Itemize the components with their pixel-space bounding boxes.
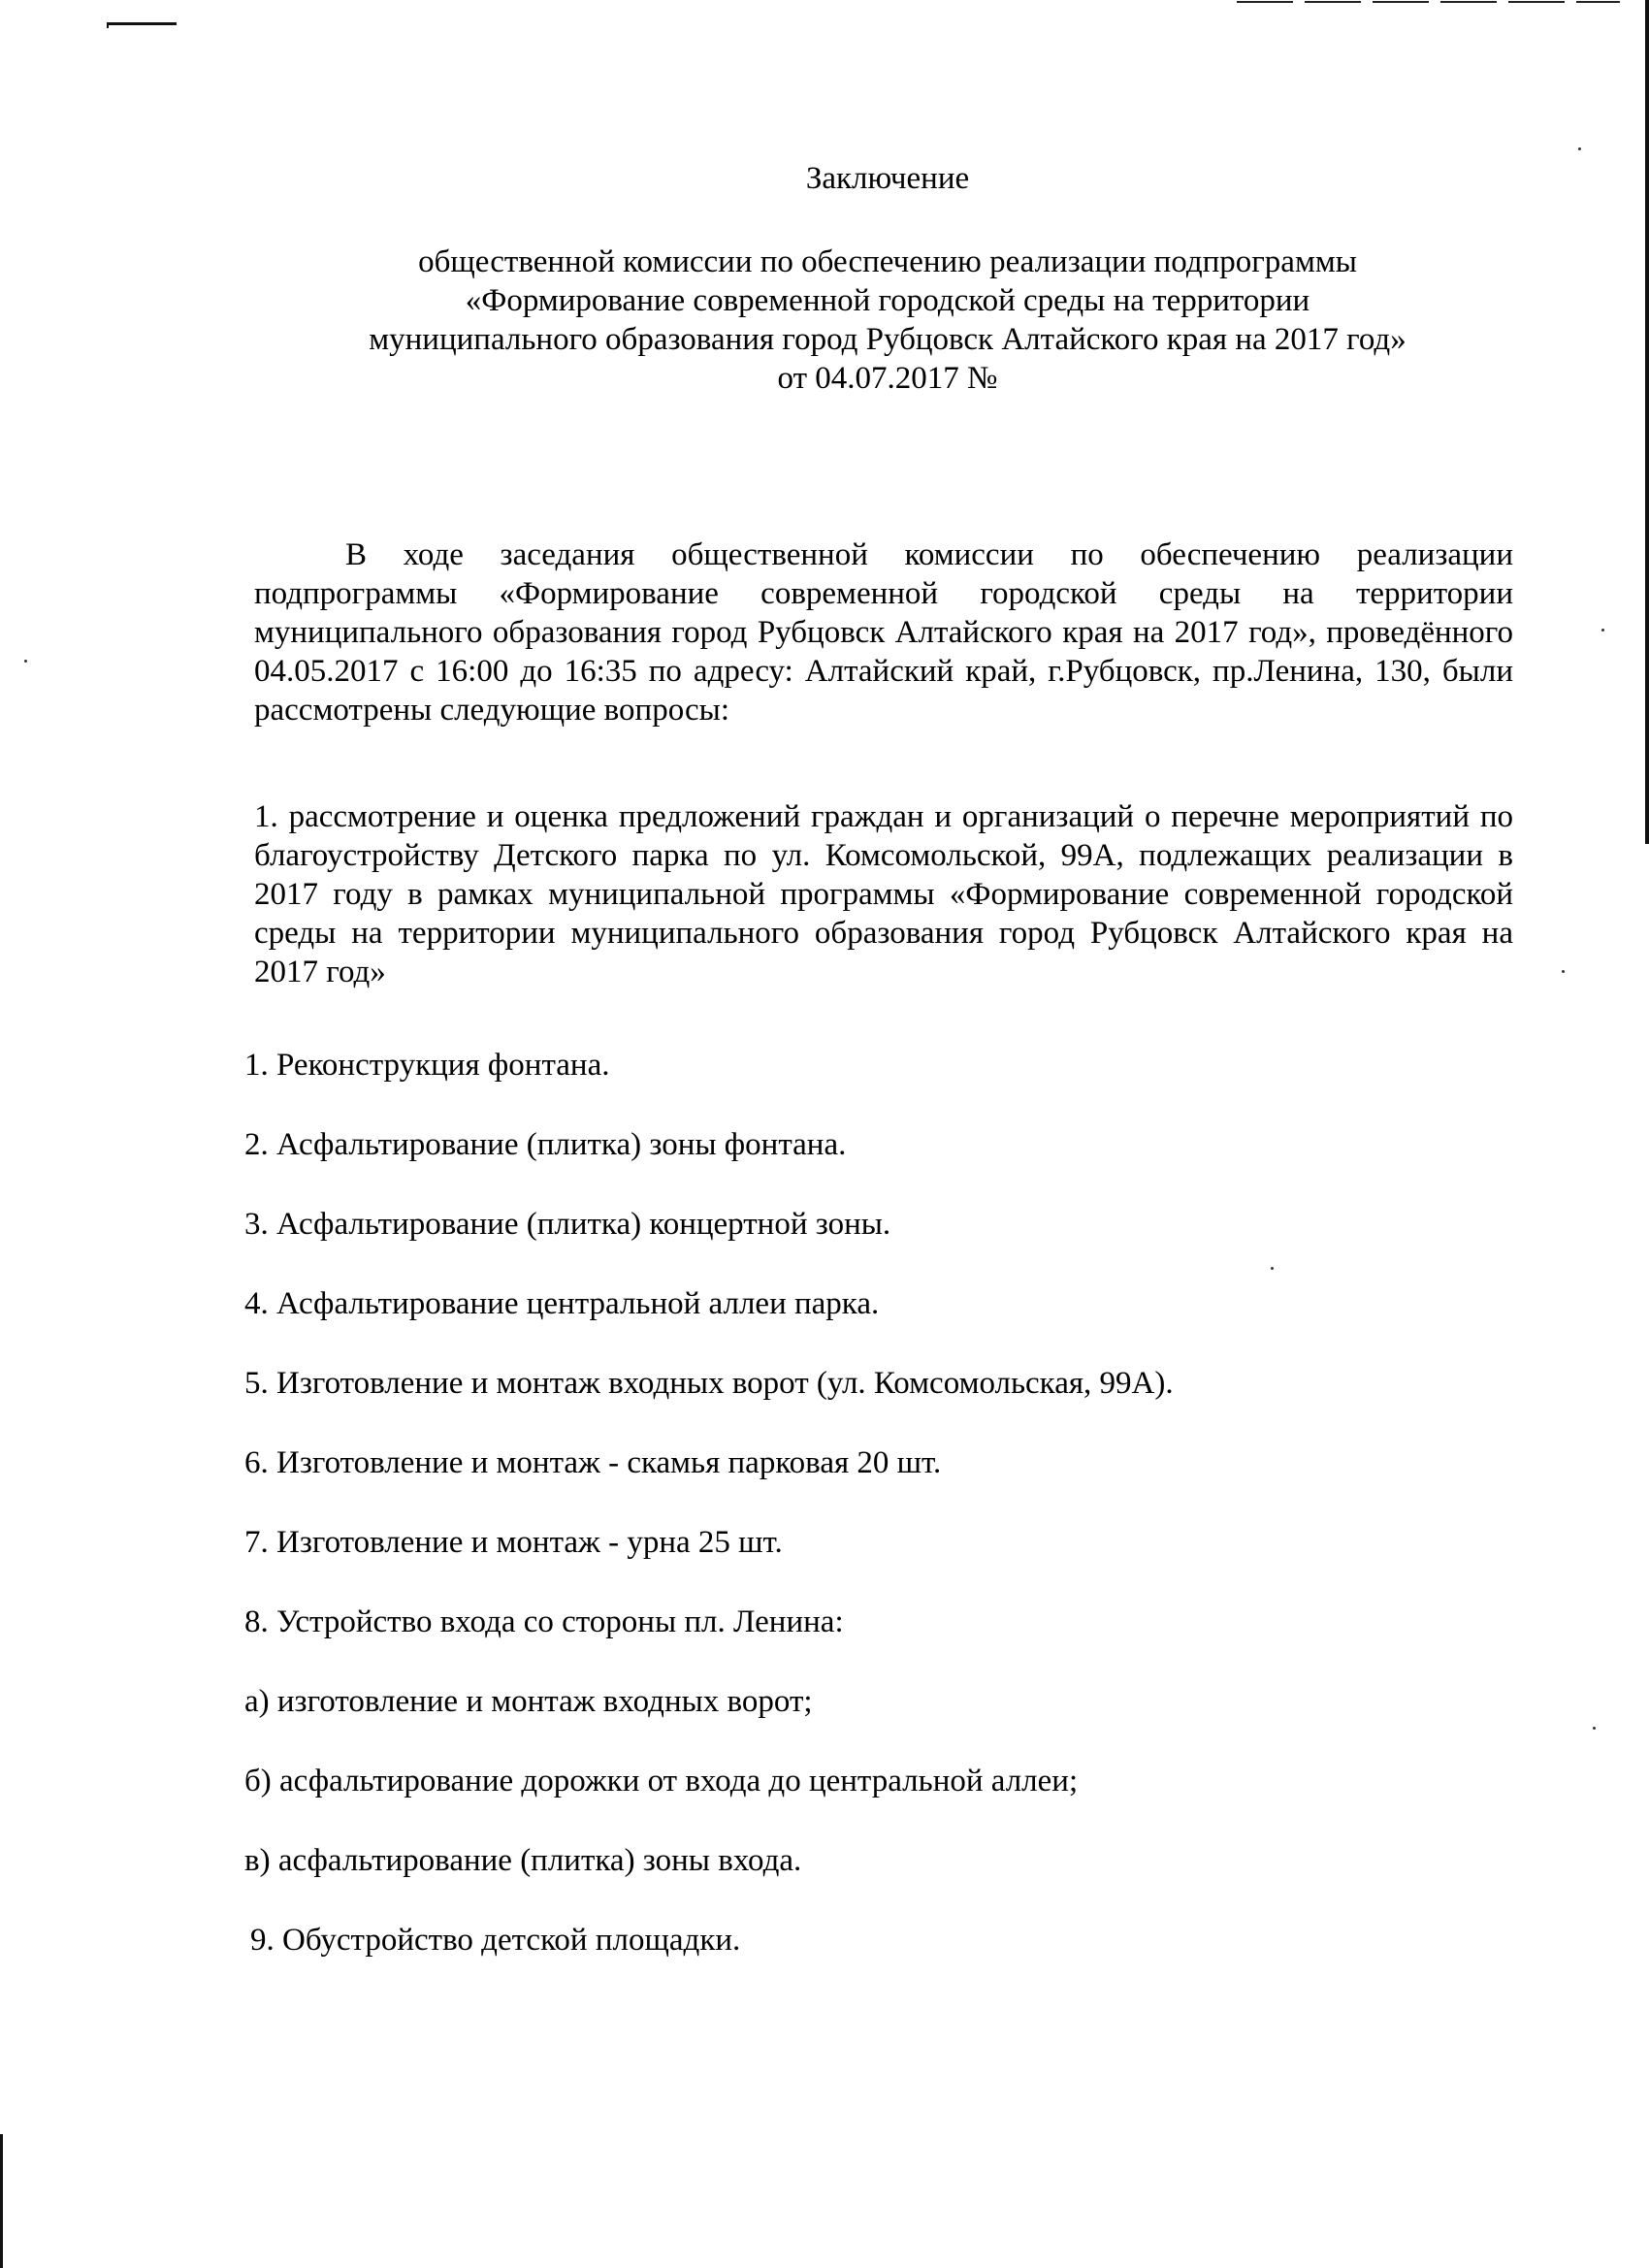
list-item: 9. Обустройство детской площадки.: [250, 1923, 741, 1958]
question-paragraph: 1. рассмотрение и оценка предложений граждан и организаций о перечне мероприятий по благоустройству Детского парка по ул. Комсомольской, 99А, подлежащих реализации в 2017 году в рамках муниципальной программы «Формирование современной городской среды на территории муниципального образования город Рубцовск Алтайского края на 2017 год»: [254, 799, 1513, 989]
scan-speck: [24, 660, 27, 663]
subtitle-date-line: от 04.07.2017 №: [777, 361, 998, 396]
scan-speck: [1562, 970, 1565, 973]
scan-speck: [1593, 1727, 1596, 1730]
scan-speck: [1601, 629, 1604, 632]
scan-speck: [1578, 147, 1581, 150]
subtitle-line: муниципального образования город Рубцовск Алтайского края на 2017 год»: [369, 322, 1406, 357]
scan-artifact-left-edge: [0, 2134, 3, 2268]
subtitle-line: общественной комиссии по обеспечению реализации подпрограммы: [418, 244, 1357, 279]
list-item: 6. Изготовление и монтаж - скамья парковая 20 шт.: [244, 1445, 942, 1480]
list-item: 5. Изготовление и монтаж входных ворот (ул. Комсомольская, 99А).: [244, 1366, 1174, 1401]
list-item: 3. Асфальтирование (плитка) концертной зоны.: [244, 1207, 891, 1242]
subtitle-line: «Формирование современной городской среды на территории: [465, 283, 1310, 318]
intro-paragraph: В ходе заседания общественной комиссии по обеспечению реализации подпрограммы «Формирование современной городской среды на территории муниципального образования город Рубцовск Алтайского края на 2017 год», проведённого 04.05.2017 с 16:00 до 16:35 по адресу: Алтайский край, г.Рубцовск, пр.Ленина, 130, были рассмотрены следующие вопросы:: [254, 537, 1513, 728]
list-item: 8. Устройство входа со стороны пл. Ленина:: [244, 1604, 844, 1639]
list-subitem: б) асфальтирование дорожки от входа до центральной аллеи;: [244, 1764, 1079, 1798]
scan-artifact-top-right: [1237, 1, 1620, 3]
list-item: 2. Асфальтирование (плитка) зоны фонтана.: [244, 1127, 847, 1162]
document-subtitle: [233, 243, 1542, 398]
list-item: 4. Асфальтирование центральной аллеи парка.: [244, 1286, 880, 1321]
document-title: Заключение: [805, 161, 970, 196]
measures-list: [244, 1046, 1174, 2000]
list-item: 1. Реконструкция фонтана.: [244, 1048, 610, 1083]
scan-artifact-top-left: [107, 22, 177, 25]
list-subitem: а) изготовление и монтаж входных ворот;: [244, 1684, 813, 1719]
scan-artifact-right-edge: [1645, 0, 1649, 844]
list-subitem: в) асфальтирование (плитка) зоны входа.: [244, 1843, 802, 1878]
list-item: 7. Изготовление и монтаж - урна 25 шт.: [244, 1525, 783, 1560]
scan-speck: [1271, 1267, 1274, 1270]
